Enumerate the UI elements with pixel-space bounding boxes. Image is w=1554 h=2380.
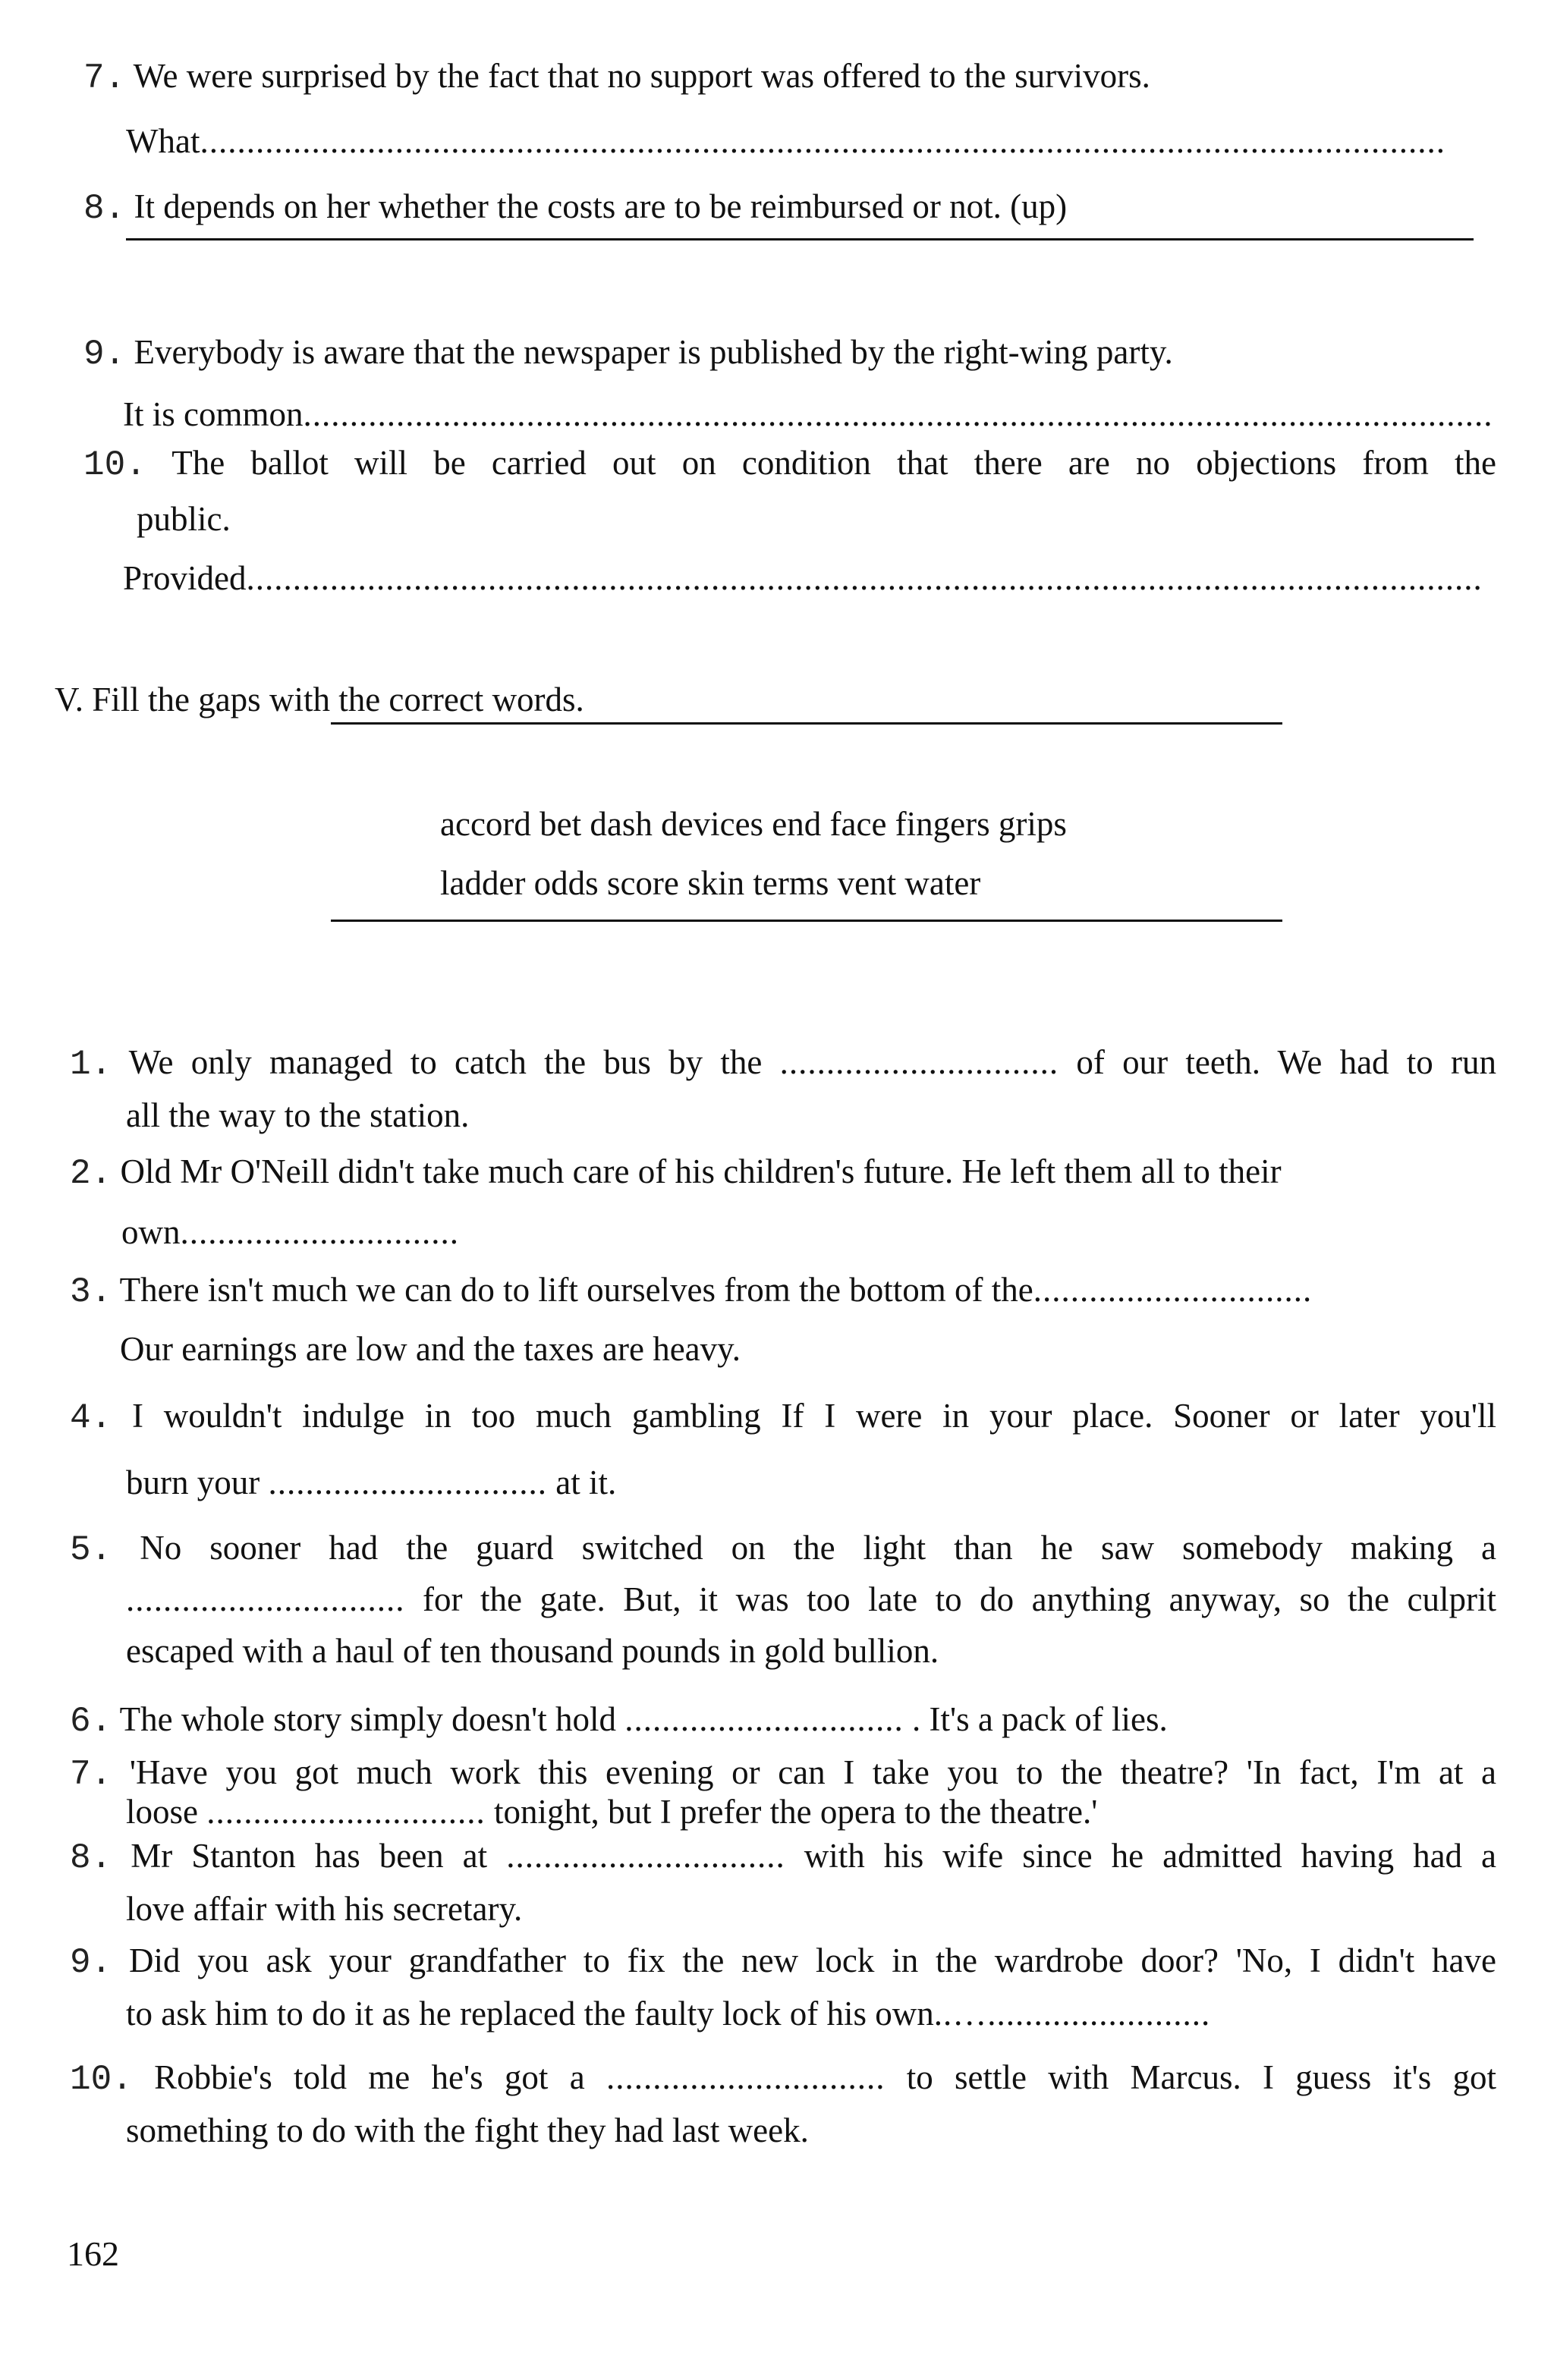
fill-item-2-line-2 (121, 1212, 459, 1252)
item-text: We were surprised by the fact that no support was offered to the survivors. (133, 57, 1150, 95)
gap-blank[interactable]: .............................. (506, 1837, 785, 1875)
item-text: tonight, but I prefer the opera to the theatre.' (494, 1793, 1098, 1831)
item-10-answer-line (123, 558, 1483, 598)
fill-item-4-line-1 (70, 1396, 1496, 1438)
fill-item-4-line-2 (126, 1463, 616, 1502)
item-number: 8. (83, 189, 126, 228)
word-box-line-2: ladder odds score skin terms vent water (440, 864, 981, 902)
item-9-answer-line (123, 395, 1493, 434)
item-number: 1. (70, 1045, 112, 1084)
item-number: 2. (70, 1154, 112, 1193)
item-text: Mr Stanton has been at (131, 1837, 488, 1875)
fill-item-1-line-2: all the way to the station. (126, 1096, 470, 1134)
gap-blank[interactable]: .............................. (206, 1793, 486, 1831)
item-7-answer-line (126, 121, 1445, 161)
item-text: Old Mr O'Neill didn't take much care of his children's future. He left them all to their (120, 1152, 1282, 1190)
fill-item-5-line-1 (70, 1528, 1496, 1570)
item-9-line (83, 332, 1173, 374)
item-7-line (83, 56, 1150, 98)
item-text: Everybody is aware that the newspaper is published by the right-wing party. (134, 333, 1173, 371)
item-text: to ask him to do it as he replaced the faulty lock of his own (126, 1995, 934, 2033)
item-number: 8. (70, 1838, 112, 1878)
answer-prompt: It is common (123, 395, 304, 433)
gap-blank[interactable]: .............................. (779, 1043, 1059, 1081)
answer-dots[interactable]: ................................................................................................................................ (303, 395, 1493, 433)
item-text: to settle with Marcus. I guess it's got (906, 2058, 1496, 2096)
item-10-line-cont (137, 499, 231, 539)
word-box-line-1: accord bet dash devices end face fingers grips (440, 805, 1067, 843)
item-text: Robbie's told me he's got a (154, 2058, 585, 2096)
answer-prompt: What (126, 122, 200, 160)
gap-blank[interactable]: .............................. (624, 1700, 904, 1738)
item-text: with his wife since he admitted having had a (804, 1837, 1497, 1875)
item-text: It depends on her whether the costs are to be reimbursed or not. (up) (134, 187, 1068, 225)
item-text: own (121, 1213, 181, 1251)
fill-item-8-line-1 (70, 1836, 1496, 1878)
item-text: at it. (555, 1464, 617, 1501)
fill-item-10-line-1 (70, 2058, 1496, 2099)
fill-item-5-line-2 (126, 1580, 1496, 1619)
item-text: There isn't much we can do to lift ourselves from the bottom of the (119, 1271, 1033, 1309)
item-number: 5. (70, 1530, 112, 1570)
fill-item-6-line-1 (70, 1699, 1168, 1741)
fill-item-2-line-1 (70, 1152, 1282, 1193)
item-text: 'Have you got much work this evening or can I take you to the theatre? 'In fact, I'm at a (129, 1753, 1497, 1791)
item-10-line (83, 443, 1496, 485)
fill-item-7-line-1 (70, 1753, 1496, 1794)
word-box-top-rule (331, 722, 1282, 725)
fill-item-9-line-2 (126, 1994, 1210, 2033)
item-text: for the gate. But, it was too late to do anything anyway, so the culprit (423, 1580, 1496, 1618)
item-8-answer-rule[interactable] (126, 238, 1474, 241)
fill-item-8-line-2: love affair with his secretary. (126, 1890, 523, 1928)
answer-dots[interactable]: ...................................................................................................................................... (200, 122, 1445, 160)
item-text-cont: public. (137, 500, 231, 538)
item-number: 4. (70, 1398, 112, 1438)
fill-item-5-line-3: escaped with a haul of ten thousand pounds in gold bullion. (126, 1632, 939, 1670)
item-text: . It's a pack of lies. (911, 1700, 1168, 1738)
item-text: of our teeth. We had to run (1076, 1043, 1497, 1081)
gap-blank[interactable]: .............................. (126, 1580, 405, 1618)
word-box-bottom-rule (331, 920, 1282, 922)
item-text: I wouldn't indulge in too much gambling If I were in your place. Sooner or later you'll (132, 1397, 1496, 1435)
item-number: 3. (70, 1272, 112, 1312)
item-number: 6. (70, 1702, 112, 1741)
item-number: 7. (83, 58, 126, 98)
answer-prompt: Provided (123, 559, 247, 597)
gap-blank[interactable]: ..…........................ (933, 1995, 1211, 2033)
fill-item-3-line-1 (70, 1270, 1312, 1312)
item-text: The whole story simply doesn't hold (119, 1700, 616, 1738)
item-number: 9. (70, 1943, 112, 1982)
item-number: 10. (70, 2060, 133, 2099)
item-text: Did you ask your grandfather to fix the new lock in the wardrobe door? 'No, I didn't have (129, 1941, 1497, 1979)
item-8-line (83, 187, 1067, 228)
item-text: loose (126, 1793, 198, 1831)
gap-blank[interactable]: .............................. (268, 1464, 547, 1501)
item-text: We only managed to catch the bus by the (128, 1043, 763, 1081)
gap-blank[interactable]: .............................. (180, 1213, 459, 1251)
fill-item-9-line-1 (70, 1941, 1496, 1982)
page-number: 162 (67, 2234, 119, 2273)
item-number: 7. (70, 1755, 112, 1794)
gap-blank[interactable]: .............................. (606, 2058, 886, 2096)
fill-item-7-line-2 (126, 1792, 1097, 1831)
item-text: No sooner had the guard switched on the light than he saw somebody making a (140, 1529, 1496, 1567)
item-text: The ballot will be carried out on condition that there are no objections from the (171, 444, 1496, 482)
gap-blank[interactable]: .............................. (1033, 1271, 1313, 1309)
item-number: 10. (83, 445, 146, 485)
answer-dots[interactable]: ..................................................................................................................................... (246, 559, 1483, 597)
fill-item-1-line-1 (70, 1042, 1496, 1084)
item-text: burn your (126, 1464, 260, 1501)
fill-item-3-line-2: Our earnings are low and the taxes are heavy. (120, 1330, 741, 1368)
item-number: 9. (83, 335, 126, 374)
section-v-heading: V. Fill the gaps with the correct words. (55, 681, 584, 718)
fill-item-10-line-2: something to do with the fight they had last week. (126, 2111, 809, 2149)
